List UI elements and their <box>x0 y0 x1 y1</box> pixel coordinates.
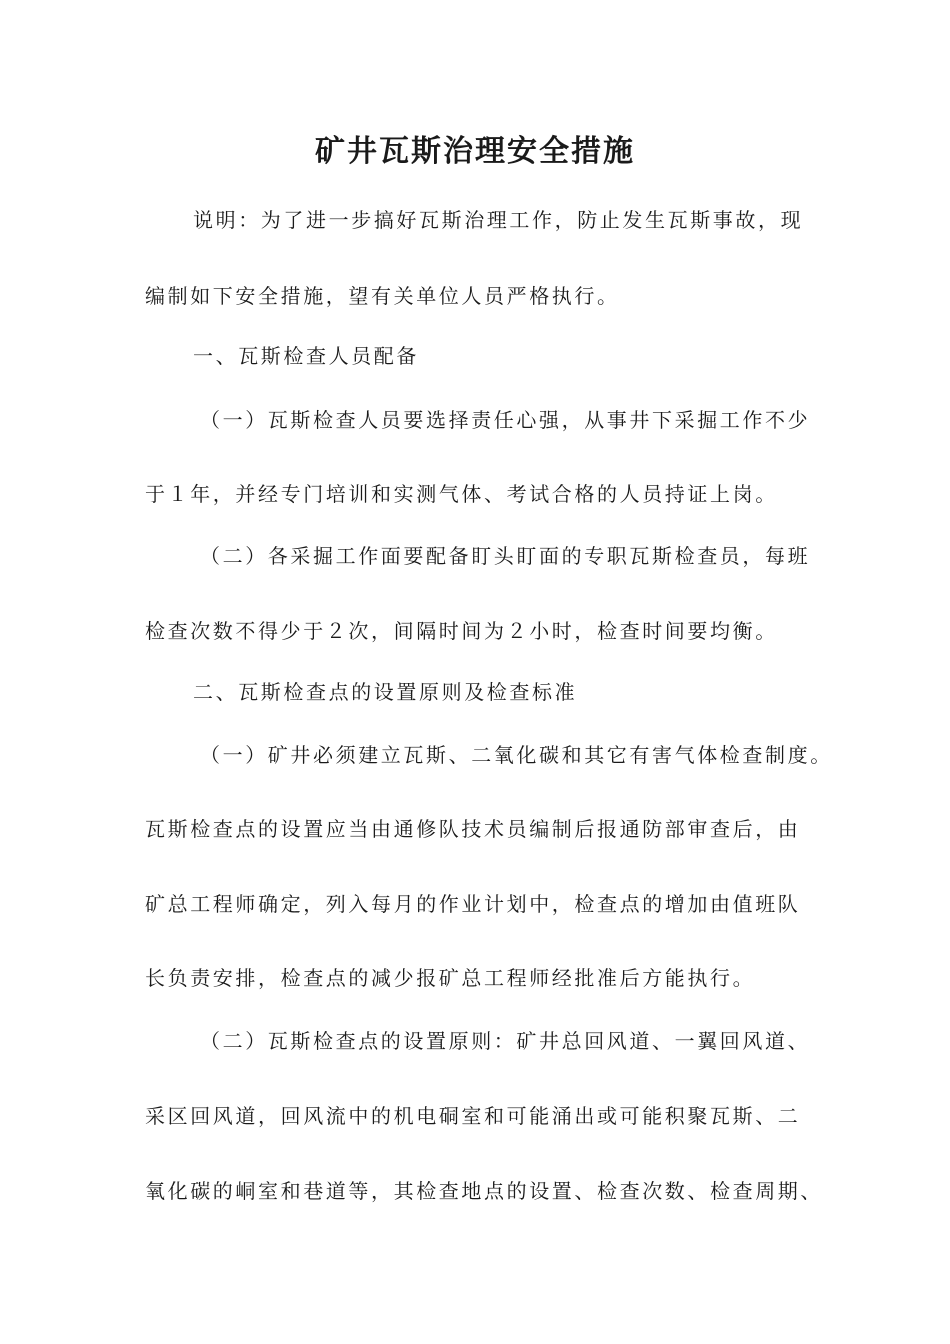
paragraph-line: 说明：为了进一步搞好瓦斯治理工作，防止发生瓦斯事故，现 <box>193 208 804 232</box>
paragraph-line: （二）瓦斯检查点的设置原则：矿井总回风道、一翼回风道、 <box>200 1029 811 1053</box>
paragraph-line: （一）矿井必须建立瓦斯、二氧化碳和其它有害气体检查制度。 <box>200 743 833 767</box>
section-heading: 二、瓦斯检查点的设置原则及检查标准 <box>193 680 578 704</box>
section-heading: 一、瓦斯检查人员配备 <box>193 344 419 368</box>
paragraph-line: 于１年，并经专门培训和实测气体、考试合格的人员持证上岗。 <box>145 482 778 506</box>
paragraph-line: 长负责安排，检查点的减少报矿总工程师经批准后方能执行。 <box>145 966 756 990</box>
document-title: 矿井瓦斯治理安全措施 <box>315 134 635 169</box>
paragraph-line: 编制如下安全措施，望有关单位人员严格执行。 <box>145 284 620 308</box>
paragraph-line: 采区回风道，回风流中的机电硐室和可能涌出或可能积聚瓦斯、二 <box>145 1104 801 1128</box>
paragraph-line: 矿总工程师确定，列入每月的作业计划中，检查点的增加由值班队 <box>145 892 801 916</box>
paragraph-line: （二）各采掘工作面要配备盯头盯面的专职瓦斯检查员，每班 <box>200 544 811 568</box>
paragraph-line: （一）瓦斯检查人员要选择责任心强，从事井下采掘工作不少 <box>200 408 811 432</box>
paragraph-line: 氧化碳的峒室和巷道等，其检查地点的设置、检查次数、检查周期、 <box>145 1179 823 1203</box>
paragraph-line: 检查次数不得少于２次，间隔时间为２小时，检查时间要均衡。 <box>145 619 778 643</box>
paragraph-line: 瓦斯检查点的设置应当由通修队技术员编制后报通防部审查后，由 <box>145 817 801 841</box>
